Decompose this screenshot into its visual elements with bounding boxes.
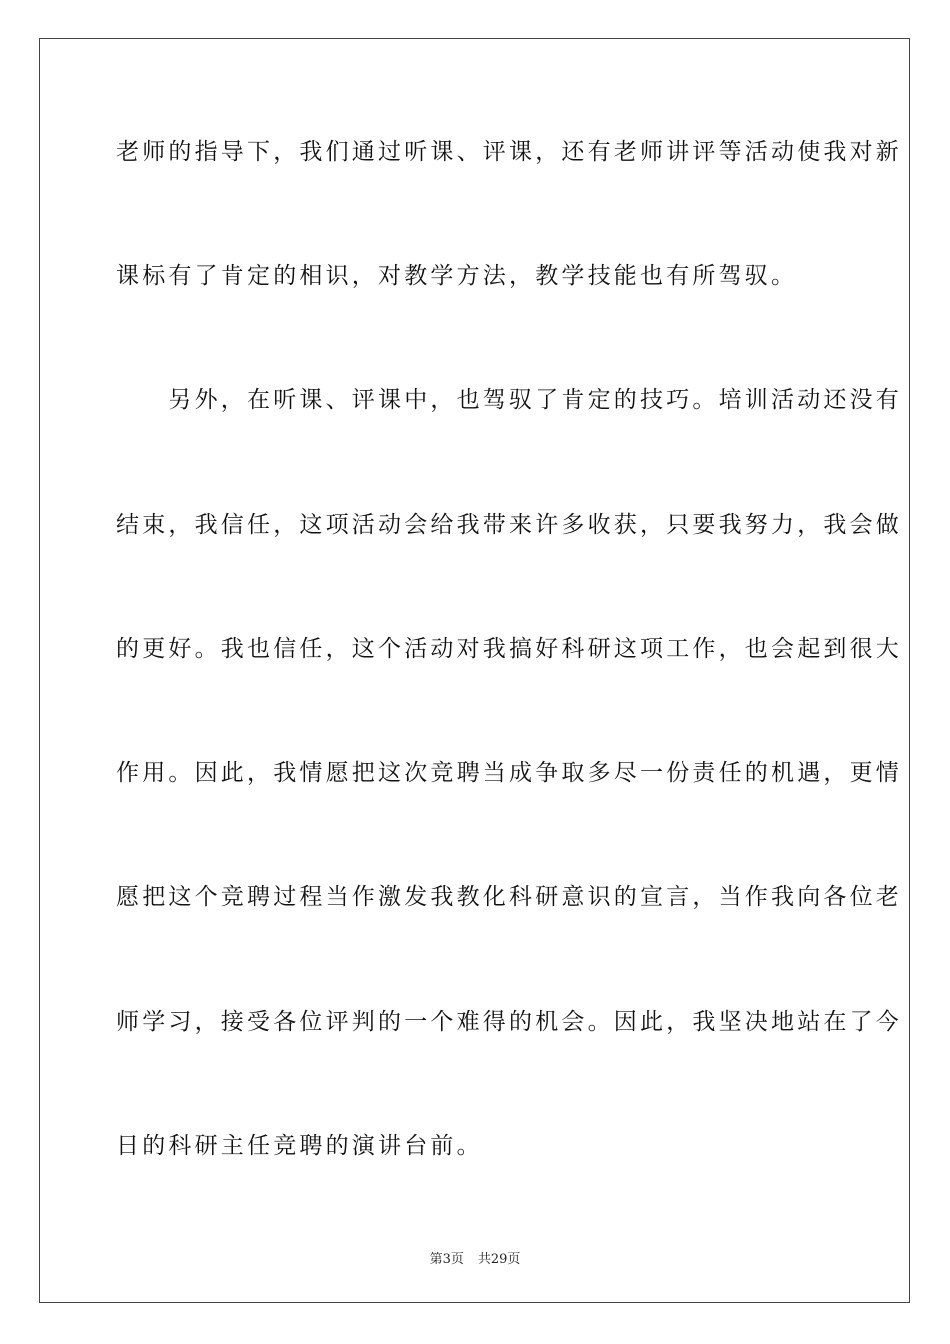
text-line: 作用。因此，我情愿把这次竞聘当成争取多尽一份责任的机遇，更情 [116,760,902,786]
text-line: 愿把这个竞聘过程当作激发我教化科研意识的宣言，当作我向各位老 [116,884,902,910]
text-line: 日的科研主任竞聘的演讲台前。 [116,1133,483,1159]
page-footer [0,1248,950,1267]
page-number: 第3页 [429,1252,464,1267]
text-line: 另外，在听课、评课中，也驾驭了肯定的技巧。培训活动还没有 [116,387,902,413]
text-line: 师学习，接受各位评判的一个难得的机会。因此，我坚决地站在了今 [116,1009,902,1035]
total-pages: 共29页 [477,1252,521,1267]
page-border [39,38,910,1303]
text-line: 结束，我信任，这项活动会给我带来许多收获，只要我努力，我会做 [116,512,902,538]
text-line: 老师的指导下，我们通过听课、评课，还有老师讲评等活动使我对新 [116,139,902,165]
text-line: 课标有了肯定的相识，对教学方法，教学技能也有所驾驭。 [116,263,798,289]
text-line: 的更好。我也信任，这个活动对我搞好科研这项工作，也会起到很大 [116,636,902,662]
